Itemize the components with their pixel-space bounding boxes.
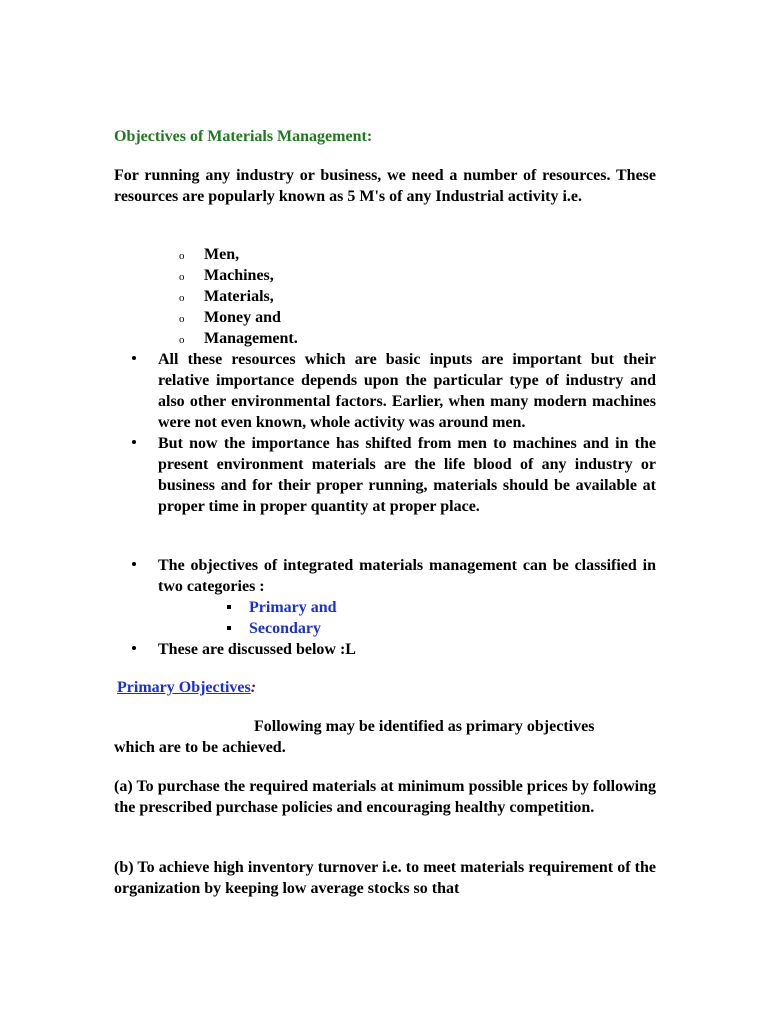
- bullet-icon: [132, 440, 136, 444]
- primary-intro-line1: Following may be identified as primary objectives: [254, 718, 595, 735]
- bullet-text: These are discussed below :L: [158, 641, 356, 658]
- circle-bullet-icon: o: [179, 271, 185, 283]
- circle-bullet-icon: o: [179, 250, 185, 262]
- category-link[interactable]: Secondary: [249, 620, 321, 637]
- list-item[interactable]: [224, 618, 337, 639]
- square-bullet-icon: [227, 605, 231, 609]
- list-item: o Materials,: [176, 286, 298, 307]
- circle-bullet-icon: o: [179, 313, 185, 325]
- list-item[interactable]: [224, 597, 337, 618]
- square-bullet-icon: [227, 626, 231, 630]
- circle-bullet-icon: o: [179, 292, 185, 304]
- bullet-icon: [132, 562, 136, 566]
- section-heading: Objectives of Materials Management:: [114, 128, 373, 145]
- intro-paragraph: For running any industry or business, we need a number of resources. These resources are popularly known as 5 M's of any Industrial activity i.e.: [114, 167, 656, 205]
- bullet-text: All these resources which are basic inputs are important but their relative importance depends upon the particular type of industry and also other environmental factors. Earlier, when many modern machines were not even known, whole activity was around men.: [158, 351, 656, 431]
- list-item: o Men,: [176, 244, 298, 265]
- list-item: o Management.: [176, 328, 298, 349]
- categories-list: [224, 597, 337, 639]
- bullet-icon: [132, 646, 136, 650]
- subsection-heading: Primary Objectives:: [117, 679, 257, 696]
- resources-list: [176, 244, 298, 349]
- point-a-paragraph: (a) To purchase the required materials at minimum possible prices by following the prescribed purchase policies and encouraging healthy competition.: [114, 778, 656, 816]
- circle-bullet-icon: o: [179, 334, 185, 346]
- list-item: o Money and: [176, 307, 298, 328]
- point-b-paragraph: (b) To achieve high inventory turnover i.e. to meet materials requirement of the organization by keeping low average stocks so that: [114, 859, 656, 897]
- primary-intro-line2: which are to be achieved.: [114, 739, 286, 756]
- primary-objectives-link[interactable]: Primary Objectives: [117, 679, 251, 696]
- bullet-text: The objectives of integrated materials management can be classified in two categories :: [158, 557, 656, 595]
- bullet-text: But now the importance has shifted from men to machines and in the present environment materials are the life blood of any industry or business and for their proper running, materials should be available at proper time in proper quantity at proper place.: [158, 435, 656, 515]
- bullet-icon: [132, 356, 136, 360]
- category-link[interactable]: Primary and: [249, 599, 337, 616]
- list-item: o Machines,: [176, 265, 298, 286]
